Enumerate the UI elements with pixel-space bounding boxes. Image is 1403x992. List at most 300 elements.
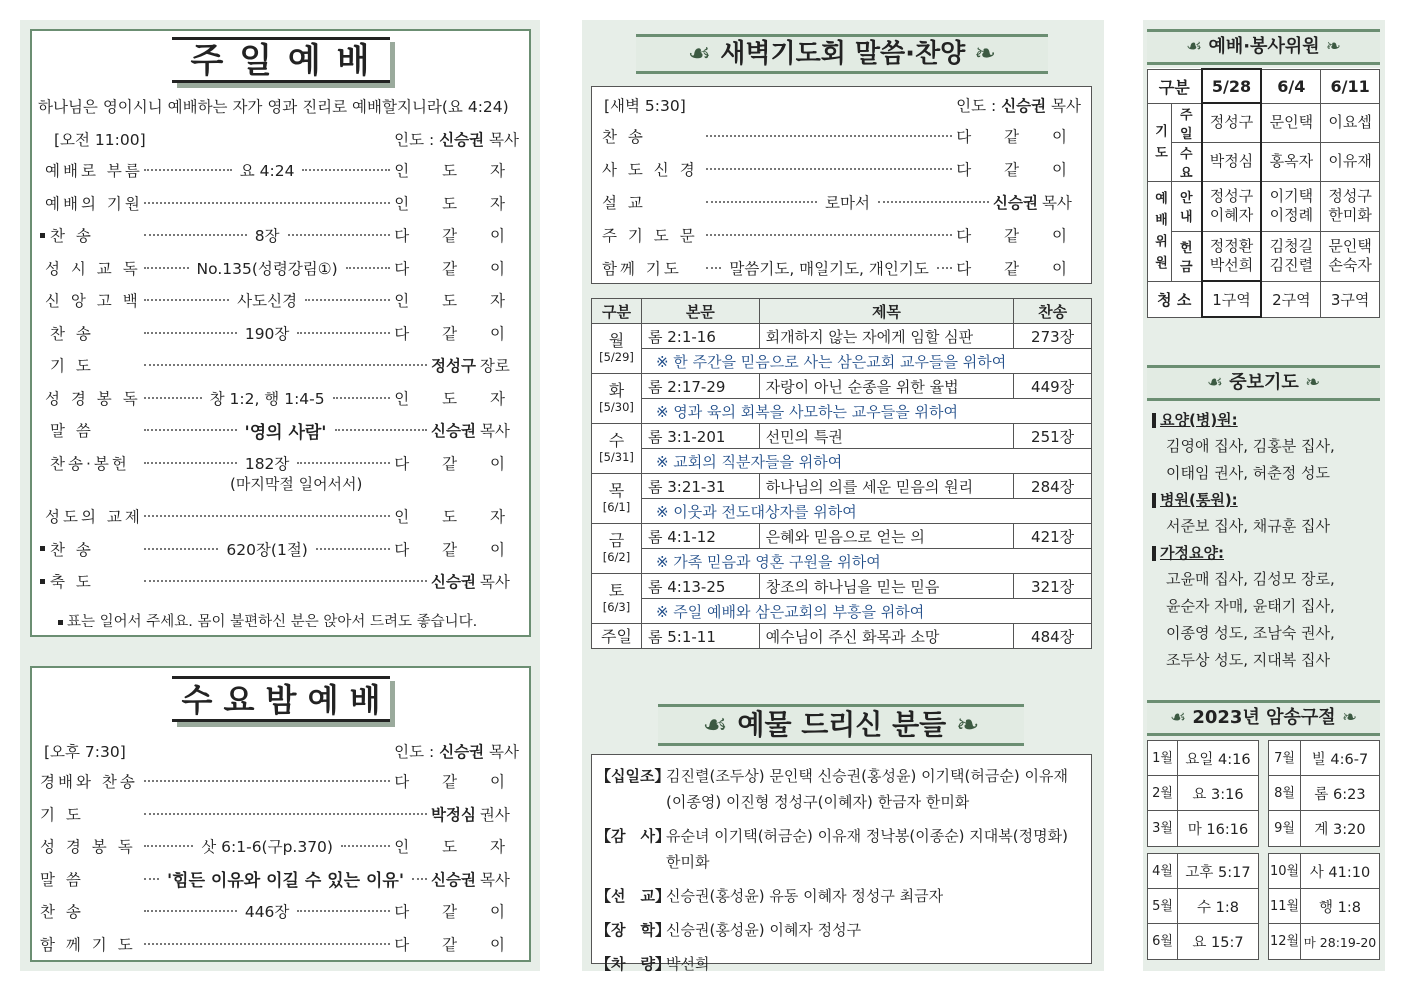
offering-names bbox=[666, 917, 861, 943]
schedule-row bbox=[592, 624, 1092, 649]
schedule-hymn: 284장 bbox=[1014, 474, 1092, 499]
leader-dots bbox=[144, 364, 427, 366]
memory-verse: 마 28:19-20 bbox=[1303, 934, 1377, 950]
offering-title: 예물 드리신 분들 bbox=[737, 708, 947, 741]
person-name: 다 같 이 bbox=[956, 128, 1081, 146]
committee-row bbox=[1148, 231, 1380, 281]
memory-verse: 사 41:10 bbox=[1309, 864, 1371, 881]
order-item-label bbox=[602, 191, 702, 213]
order-item-person bbox=[956, 257, 1081, 279]
order-item-person bbox=[956, 224, 1081, 246]
committee-clean-zone: 3구역 bbox=[1321, 281, 1380, 317]
memory-block bbox=[1147, 740, 1259, 847]
order-item-person bbox=[394, 289, 519, 311]
order-item-detail: 로마서 bbox=[825, 194, 870, 212]
schedule-note-row bbox=[592, 449, 1092, 474]
order-item bbox=[602, 224, 1081, 246]
person-name: 신승권 bbox=[431, 870, 476, 889]
order-item-person bbox=[394, 900, 519, 922]
memory-month: 2월 bbox=[1148, 776, 1178, 810]
order-item bbox=[40, 868, 519, 890]
schedule-sermon-title: 선민의 특권 bbox=[759, 424, 1014, 449]
square-marker-icon bbox=[1152, 546, 1156, 561]
leader-dots bbox=[937, 267, 952, 269]
committee-member: 이기택 이정례 bbox=[1261, 181, 1320, 231]
person-name: 다 같 이 bbox=[394, 935, 519, 954]
day-label: 화 bbox=[608, 380, 625, 400]
memory-verse: 행 1:8 bbox=[1319, 899, 1361, 916]
schedule-row bbox=[592, 374, 1092, 399]
dawn-title: 새벽기도회 말씀·찬양 bbox=[720, 39, 966, 69]
offering-row bbox=[596, 951, 1091, 977]
memory-verse-row bbox=[1148, 776, 1258, 811]
bullet-icon bbox=[40, 579, 45, 584]
order-item-name: 기 도 bbox=[50, 357, 94, 375]
order-item-person bbox=[431, 570, 519, 592]
order-item-label bbox=[40, 803, 140, 825]
leader-dots bbox=[144, 202, 390, 204]
leader-dots bbox=[706, 168, 952, 170]
fleuron-left-icon: ☙ bbox=[1169, 707, 1187, 728]
committee-clean-zone: 2구역 bbox=[1261, 281, 1320, 317]
person-name: 다 같 이 bbox=[956, 161, 1081, 179]
schedule-text: 롬 5:1-11 bbox=[641, 624, 759, 649]
person-name: 다 같 이 bbox=[394, 540, 519, 559]
schedule-row bbox=[592, 574, 1092, 599]
schedule-text: 롬 2:17-29 bbox=[641, 374, 759, 399]
memory-verse-row bbox=[1269, 924, 1379, 959]
order-item-label bbox=[40, 452, 140, 474]
leader-dots bbox=[706, 267, 721, 269]
memory-verse: 수 1:8 bbox=[1197, 899, 1239, 916]
leader-dots bbox=[144, 813, 427, 815]
order-item-label bbox=[602, 257, 702, 279]
memory-month: 11월 bbox=[1269, 889, 1301, 923]
order-item bbox=[40, 354, 519, 376]
leader-dots bbox=[144, 515, 390, 517]
prayer-names: 조두상 성도, 지대복 집사 bbox=[1166, 651, 1330, 669]
order-item-person bbox=[394, 159, 519, 181]
order-item-detail: '힘든 이유와 이길 수 있는 이유' bbox=[166, 871, 405, 891]
leader-dots bbox=[144, 943, 390, 945]
fleuron-left-icon: ☙ bbox=[702, 708, 728, 741]
order-item-person bbox=[431, 419, 519, 441]
offering-names-line: 박선희 bbox=[666, 955, 710, 973]
sunday-title: 주 일 예 배 bbox=[172, 37, 390, 83]
order-item-label bbox=[40, 322, 140, 344]
schedule-prayer-note: ※ 주일 예배와 삼은교회의 부흥을 위하여 bbox=[641, 599, 1091, 624]
schedule-prayer-note: ※ 가족 믿음과 영혼 구원을 위하여 bbox=[641, 549, 1091, 574]
bullet-icon bbox=[58, 620, 63, 625]
committee-table-wrap bbox=[1147, 68, 1380, 318]
person-name: 박정심 bbox=[431, 805, 476, 824]
order-item-detail: No.135(성령강림①) bbox=[196, 259, 338, 278]
memory-month: 8월 bbox=[1269, 776, 1301, 810]
bullet-icon bbox=[40, 428, 45, 433]
order-item-label bbox=[40, 538, 140, 560]
wednesday-order-list bbox=[40, 770, 519, 960]
bullet-icon bbox=[40, 363, 45, 368]
offering-row bbox=[596, 823, 1091, 875]
sunday-leader: 인도 : 신승권 목사 bbox=[394, 131, 519, 149]
sunday-order-list bbox=[40, 159, 519, 609]
order-item-detail: 8장 bbox=[254, 227, 280, 245]
order-item-name: 설 교 bbox=[602, 194, 646, 212]
prayer-names: 서준보 집사, 채규훈 집사 bbox=[1166, 517, 1330, 535]
committee-member: 이요셉 bbox=[1321, 103, 1380, 142]
order-item-label bbox=[40, 835, 140, 857]
order-item-detail: 창 1:2, 행 1:4-5 bbox=[209, 389, 325, 408]
order-item-person bbox=[394, 322, 519, 344]
schedule-text: 롬 3:21-31 bbox=[641, 474, 759, 499]
memory-verse-row bbox=[1269, 889, 1379, 924]
offering-names bbox=[666, 951, 709, 977]
committee-member: 김청길 김진렬 bbox=[1261, 231, 1320, 281]
leader-dots bbox=[333, 397, 391, 399]
order-item-name: 찬 송 bbox=[50, 324, 94, 343]
order-item-label bbox=[40, 257, 140, 279]
order-item bbox=[602, 257, 1081, 279]
committee-header-cell: 구분 bbox=[1148, 69, 1202, 103]
fleuron-right-icon: ❧ bbox=[1341, 707, 1358, 728]
memory-verse-row bbox=[1269, 776, 1379, 811]
order-item-name: 성도의 교제 bbox=[45, 508, 143, 526]
order-item-person bbox=[993, 191, 1081, 213]
person-role: 목사 bbox=[479, 422, 510, 440]
committee-role: 수요 bbox=[1172, 142, 1202, 181]
order-item bbox=[40, 452, 519, 474]
committee-title: 예배·봉사위원 bbox=[1208, 36, 1320, 57]
committee-group: 기 도 bbox=[1148, 103, 1172, 181]
offering-category: 【선 교】 bbox=[596, 887, 670, 905]
schedule-text: 롬 3:1-201 bbox=[641, 424, 759, 449]
order-item-name: 예배의 기원 bbox=[45, 194, 143, 213]
order-item-person bbox=[394, 505, 519, 527]
memory-verse: 요 3:16 bbox=[1192, 786, 1244, 803]
schedule-note-row bbox=[592, 499, 1092, 524]
sunday-service-box bbox=[30, 29, 531, 637]
memory-verse-row bbox=[1148, 811, 1258, 846]
committee-role: 주일 bbox=[1172, 103, 1202, 142]
memory-verse: 요 15:7 bbox=[1192, 935, 1244, 951]
order-item bbox=[40, 289, 519, 311]
prayer-title: 중보기도 bbox=[1229, 372, 1299, 393]
schedule-day bbox=[592, 624, 642, 649]
person-name: 다 같 이 bbox=[956, 227, 1081, 245]
committee-member: 박정심 bbox=[1202, 142, 1262, 181]
order-item-note: (마지막절 일어서서) bbox=[230, 474, 363, 493]
leader-dots bbox=[706, 201, 817, 203]
square-marker-icon bbox=[1152, 413, 1156, 428]
leader-dots bbox=[297, 332, 390, 334]
leader-dots bbox=[706, 234, 952, 236]
order-item-name: 신 앙 고 백 bbox=[45, 292, 141, 310]
wednesday-leader: 인도 : 신승권 목사 bbox=[394, 743, 519, 761]
leader-dots bbox=[305, 299, 390, 301]
committee-clean-row bbox=[1148, 281, 1380, 317]
memory-month: 10월 bbox=[1269, 854, 1301, 888]
bullet-icon bbox=[40, 460, 45, 465]
leader-dots bbox=[346, 267, 391, 269]
leader-dots bbox=[878, 201, 989, 203]
bullet-icon bbox=[40, 330, 45, 335]
memory-verse-row bbox=[1148, 924, 1258, 959]
schedule-note-row bbox=[592, 349, 1092, 374]
leader-dots bbox=[706, 135, 952, 137]
day-date: [5/29] bbox=[599, 349, 634, 364]
schedule-hymn: 421장 bbox=[1014, 524, 1092, 549]
order-item bbox=[40, 224, 519, 246]
person-role: 장로 bbox=[479, 357, 510, 375]
schedule-day bbox=[592, 474, 642, 524]
prayer-group-label: 가정요양: bbox=[1160, 544, 1224, 562]
order-item-person bbox=[394, 933, 519, 955]
day-date: [5/31] bbox=[599, 449, 634, 464]
order-item-label bbox=[40, 868, 140, 890]
order-item-person bbox=[394, 770, 519, 792]
day-label: 수 bbox=[608, 430, 625, 450]
day-label: 월 bbox=[608, 330, 625, 350]
committee-member: 정정환 박선희 bbox=[1202, 231, 1262, 281]
dawn-order-box bbox=[591, 86, 1092, 284]
memory-month: 9월 bbox=[1269, 811, 1301, 846]
person-name: 인 도 자 bbox=[394, 194, 519, 213]
leader-dots bbox=[144, 169, 232, 171]
memory-verse-row bbox=[1269, 854, 1379, 889]
committee-table bbox=[1147, 68, 1380, 318]
schedule-prayer-note: ※ 영과 육의 회복을 사모하는 교우들을 위하여 bbox=[641, 399, 1091, 424]
leader-dots bbox=[297, 910, 390, 912]
offering-category: 【장 학】 bbox=[596, 921, 670, 939]
prayer-title-bar bbox=[1147, 365, 1380, 401]
bullet-icon bbox=[40, 233, 45, 238]
memory-month: 12월 bbox=[1269, 924, 1301, 959]
person-name: 인 도 자 bbox=[394, 508, 519, 526]
day-label: 토 bbox=[608, 580, 625, 600]
schedule-sermon-title: 회개하지 않는 자에게 임할 심판 bbox=[759, 324, 1014, 349]
schedule-note-row bbox=[592, 549, 1092, 574]
order-item-person bbox=[394, 387, 519, 409]
memory-month: 4월 bbox=[1148, 854, 1178, 888]
order-item bbox=[40, 835, 519, 857]
leader-dots bbox=[144, 548, 218, 550]
fleuron-right-icon: ❧ bbox=[1325, 36, 1341, 57]
schedule-header-cell: 제목 bbox=[759, 299, 1014, 324]
memory-month: 6월 bbox=[1148, 924, 1178, 959]
order-item-label bbox=[40, 419, 140, 441]
order-item-label bbox=[40, 900, 140, 922]
leader-dots bbox=[335, 429, 428, 431]
order-item-label bbox=[40, 289, 140, 311]
order-item-name: 축 도 bbox=[50, 573, 94, 591]
leader-dots bbox=[144, 267, 189, 269]
schedule-day bbox=[592, 424, 642, 474]
person-name: 신승권 bbox=[431, 573, 476, 591]
committee-row bbox=[1148, 142, 1380, 181]
offering-row bbox=[596, 883, 1091, 909]
schedule-day bbox=[592, 574, 642, 624]
schedule-text: 롬 4:1-12 bbox=[641, 524, 759, 549]
order-item-label bbox=[40, 387, 140, 409]
order-item-name: 성 경 봉 독 bbox=[40, 838, 136, 856]
memory-verse: 요일 4:16 bbox=[1185, 751, 1251, 768]
person-name: 다 같 이 bbox=[394, 773, 519, 791]
day-label: 금 bbox=[608, 530, 625, 550]
day-date: [6/3] bbox=[602, 599, 631, 614]
order-item bbox=[602, 158, 1081, 180]
schedule-hymn: 484장 bbox=[1014, 624, 1092, 649]
person-name: 다 같 이 bbox=[394, 227, 519, 245]
leader-dots bbox=[341, 845, 390, 847]
schedule-header-cell: 본문 bbox=[641, 299, 759, 324]
person-name: 인 도 자 bbox=[394, 292, 519, 310]
order-item-label bbox=[40, 770, 140, 792]
sunday-footnote: 표는 일어서 주세요. 몸이 불편하신 분은 앉아서 드려도 좋습니다. bbox=[58, 610, 477, 631]
offering-names-line: 신승권(홍성윤) 유동 이혜자 정성구 최금자 bbox=[666, 887, 944, 905]
leader-dots bbox=[144, 878, 159, 880]
schedule-sermon-title: 자랑이 아닌 순종을 위한 율법 bbox=[759, 374, 1014, 399]
day-label: 주일 bbox=[601, 626, 632, 646]
schedule-header-cell: 찬송 bbox=[1014, 299, 1092, 324]
order-item bbox=[602, 125, 1081, 147]
committee-title-bar bbox=[1147, 29, 1380, 65]
dawn-schedule-table bbox=[591, 298, 1092, 649]
committee-header-cell: 6/4 bbox=[1261, 69, 1320, 103]
prayer-group-head bbox=[1152, 487, 1380, 513]
memory-verse-row bbox=[1148, 889, 1258, 924]
order-item-name: 주 기 도 문 bbox=[602, 227, 698, 245]
order-item-label bbox=[40, 354, 140, 376]
order-item-name: 성 시 교 독 bbox=[45, 259, 141, 278]
order-item-person bbox=[431, 868, 519, 890]
order-item-label bbox=[40, 192, 143, 214]
prayer-group-label: 요양(병)원: bbox=[1160, 411, 1238, 429]
order-item bbox=[40, 803, 519, 825]
offering-names-line: 한미화 bbox=[666, 853, 710, 871]
leader-dots bbox=[144, 397, 202, 399]
order-item-detail: 말씀기도, 매일기도, 개인기도 bbox=[729, 260, 929, 278]
order-item-name: 말 씀 bbox=[50, 422, 94, 440]
schedule-header bbox=[592, 299, 1092, 324]
offering-category: 【차 량】 bbox=[596, 955, 670, 973]
offering-row bbox=[596, 763, 1091, 815]
leader-dots bbox=[144, 234, 247, 236]
committee-header-cell: 5/28 bbox=[1202, 69, 1262, 103]
order-item-person bbox=[394, 835, 519, 857]
memory-title: 2023년 암송구절 bbox=[1192, 707, 1336, 728]
order-item-person bbox=[394, 192, 519, 214]
order-item-label bbox=[40, 933, 140, 955]
person-role: 권사 bbox=[479, 805, 510, 824]
schedule-text: 롬 2:1-16 bbox=[641, 324, 759, 349]
schedule-hymn: 273장 bbox=[1014, 324, 1092, 349]
schedule-header-cell: 구분 bbox=[592, 299, 642, 324]
schedule-hymn: 251장 bbox=[1014, 424, 1092, 449]
order-item-name: 기 도 bbox=[40, 805, 84, 824]
offering-names-line: 유순녀 이기택(허금순) 이유재 정낙봉(이종순) 지대복(정명화) bbox=[666, 827, 1068, 845]
committee-header bbox=[1148, 69, 1380, 103]
order-item-name: 찬송·봉헌 bbox=[50, 454, 130, 473]
person-name: 정성구 bbox=[431, 357, 476, 375]
order-item bbox=[40, 257, 519, 279]
order-item-person bbox=[431, 803, 519, 825]
person-name: 다 같 이 bbox=[394, 324, 519, 343]
person-role: 목사 bbox=[479, 870, 510, 889]
schedule-day bbox=[592, 324, 642, 374]
committee-header-cell: 6/11 bbox=[1321, 69, 1380, 103]
order-item-name: 함 께 기 도 bbox=[40, 935, 136, 954]
order-item-person bbox=[394, 257, 519, 279]
memory-verse: 빌 4:6-7 bbox=[1311, 751, 1369, 768]
dawn-order-list bbox=[602, 125, 1081, 285]
day-date: [6/1] bbox=[602, 499, 631, 514]
schedule-prayer-note: ※ 이웃과 전도대상자를 위하여 bbox=[641, 499, 1091, 524]
offering-category: 【감 사】 bbox=[596, 827, 670, 845]
memory-month: 5월 bbox=[1148, 889, 1178, 923]
schedule-prayer-note: ※ 한 주간을 믿음으로 사는 삼은교회 교우들을 위하여 bbox=[641, 349, 1091, 374]
order-item bbox=[40, 322, 519, 344]
memory-verse-row bbox=[1148, 854, 1258, 889]
order-item bbox=[40, 900, 519, 922]
dawn-schedule bbox=[591, 298, 1092, 649]
order-item-label bbox=[602, 224, 702, 246]
day-date: [6/2] bbox=[602, 549, 631, 564]
person-name: 다 같 이 bbox=[394, 259, 520, 278]
order-item-label bbox=[602, 158, 702, 180]
committee-member: 정성구 이혜자 bbox=[1202, 181, 1262, 231]
wednesday-title: 수 요 밤 예 배 bbox=[172, 676, 390, 722]
order-item-label bbox=[40, 505, 143, 527]
order-item-label bbox=[602, 125, 702, 147]
schedule-prayer-note: ※ 교회의 직분자들을 위하여 bbox=[641, 449, 1091, 474]
leader-dots bbox=[144, 332, 237, 334]
schedule-row bbox=[592, 474, 1092, 499]
memory-block bbox=[1268, 740, 1380, 847]
offering-title-bar bbox=[658, 704, 1024, 746]
order-item-person bbox=[394, 538, 519, 560]
fleuron-right-icon: ❧ bbox=[1305, 372, 1321, 393]
bullet-icon bbox=[40, 546, 45, 551]
leader-dots bbox=[144, 299, 229, 301]
memory-month: 3월 bbox=[1148, 811, 1178, 846]
memory-title-bar bbox=[1147, 700, 1380, 736]
order-item bbox=[40, 505, 519, 527]
person-name: 인 도 자 bbox=[394, 389, 519, 408]
schedule-sermon-title: 은혜와 믿음으로 얻는 의 bbox=[759, 524, 1014, 549]
order-item bbox=[40, 933, 519, 955]
memory-block bbox=[1147, 853, 1259, 960]
dawn-time: [새벽 5:30] bbox=[604, 97, 686, 115]
offering-row bbox=[596, 917, 1091, 943]
order-item-name: 찬 송 bbox=[50, 227, 94, 245]
leader-dots bbox=[297, 462, 390, 464]
offering-names-line: (이종영) 이진형 정성구(이혜자) 한금자 한미화 bbox=[666, 793, 970, 811]
memory-verse: 롬 6:23 bbox=[1314, 786, 1366, 803]
order-item-label bbox=[40, 159, 143, 181]
order-item-person bbox=[394, 452, 519, 474]
committee-group: 예 배 위 원 bbox=[1148, 181, 1172, 281]
prayer-group-head bbox=[1152, 540, 1380, 566]
person-name: 신승권 bbox=[431, 422, 476, 440]
order-item-label bbox=[40, 570, 140, 592]
order-item-person bbox=[394, 224, 519, 246]
order-item-person bbox=[956, 125, 1081, 147]
offering-category: 【십일조】 bbox=[596, 767, 670, 785]
offering-names bbox=[666, 763, 1068, 815]
committee-row bbox=[1148, 181, 1380, 231]
leader-dots bbox=[144, 429, 237, 431]
order-item-detail: 190장 bbox=[244, 324, 290, 343]
